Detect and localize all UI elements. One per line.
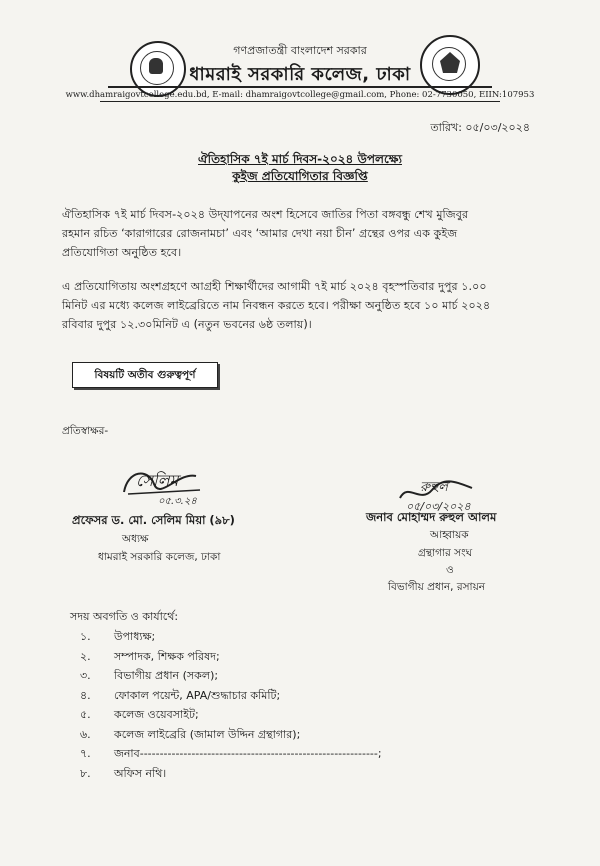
list-item — [80, 765, 480, 785]
paragraph-2-line: এ প্রতিযোগিতায় অংশগ্রহণে আগ্রহী শিক্ষার্থীদের আগামী ৭ই মার্চ ২০২৪ বৃহস্পতিবার দুপুর ১.০০ — [62, 280, 487, 293]
list-item-text: জনাব------------------------------------------------------------; — [114, 747, 382, 760]
list-item — [80, 648, 480, 668]
list-item-number: ৩. — [80, 669, 91, 682]
left-signature-text: সেলিম — [136, 471, 179, 490]
list-item — [80, 667, 480, 687]
right-signatory-dept: বিভাগীয় প্রধান, রসায়ন — [388, 581, 486, 593]
list-item-number: ৮. — [80, 766, 91, 780]
paragraph-2 — [62, 277, 544, 334]
paragraph-2-line: মিনিট এর মধ্যে কলেজ লাইব্রেরিতে নাম নিবন্ধন করতে হবে। পরীক্ষা অনুষ্ঠিত হবে ১০ মার্চ ২০২৪ — [62, 299, 491, 312]
list-item-number: ২. — [80, 649, 91, 663]
left-signatory-name: প্রফেসর ড. মো. সেলিম মিয়া (৯৮) — [72, 513, 235, 527]
list-item-text: উপাধ্যক্ষ; — [114, 630, 156, 643]
list-item — [80, 706, 480, 726]
list-item — [80, 687, 480, 707]
right-signatory-name: জনাব মোহাম্মদ রুহুল আলম — [366, 510, 497, 524]
left-signature-date: ০৫.৩.২৪ — [158, 496, 197, 507]
paragraph-1-line: ঐতিহাসিক ৭ই মার্চ দিবস-২০২৪ উদ্‌যাপনের অংশ হিসেবে জাতির পিতা বঙ্গবন্ধু শেখ মুজিবুর — [62, 208, 469, 221]
important-notice-box: বিষয়টি অতীব গুরুত্বপূর্ণ — [72, 362, 218, 388]
notice-date: তারিখ: ০৫/০৩/২০২৪ — [430, 121, 530, 134]
list-item-number: ১. — [80, 630, 91, 643]
header-divider — [108, 86, 492, 88]
header-divider-bottom — [100, 101, 500, 102]
right-signatory-title: আহ্বায়ক — [430, 529, 469, 541]
list-item-text: সম্পাদক, শিক্ষক পরিষদ; — [114, 649, 220, 663]
paragraph-1 — [62, 205, 544, 262]
notice-title-line1: ঐতিহাসিক ৭ই মার্চ দিবস-২০২৪ উপলক্ষ্যে — [198, 152, 402, 166]
distribution-list — [80, 628, 480, 784]
list-item-text: অফিস নথি। — [114, 766, 167, 780]
right-signature-text: রুহুল — [420, 480, 448, 495]
college-name: ধামরাই সরকারি কলেজ, ঢাকা — [189, 64, 411, 85]
government-heading: গণপ্রজাতন্ত্রী বাংলাদেশ সরকার — [233, 44, 367, 57]
list-item-number: ৬. — [80, 727, 91, 741]
left-signatory-org: ধামরাই সরকারি কলেজ, ঢাকা — [98, 551, 221, 563]
right-signatory-conjunction: ও — [446, 564, 454, 576]
list-item-text: কলেজ ওয়েবসাইট; — [114, 708, 199, 721]
list-item — [80, 745, 480, 765]
list-item-number: ৫. — [80, 708, 91, 721]
right-signature-date: ০৫/০৩/২০২৪ — [406, 500, 471, 513]
countersign-label: প্রতিস্বাক্ষর- — [62, 425, 109, 437]
list-item-text: ফোকাল পয়েন্ট, APA/শুদ্ধাচার কমিটি; — [114, 688, 281, 702]
list-item-number: ৪. — [80, 688, 91, 702]
list-item-text: বিভাগীয় প্রধান (সকল); — [114, 669, 219, 682]
list-item-number: ৭. — [80, 747, 91, 760]
list-item — [80, 628, 480, 648]
paragraph-2-line: রবিবার দুপুর ১২.৩০মিনিট এ (নতুন ভবনের ৬ষ্ঠ তলায়)। — [62, 318, 312, 331]
list-item — [80, 726, 480, 746]
paragraph-1-line: প্রতিযোগিতা অনুষ্ঠিত হবে। — [62, 246, 182, 259]
notice-title-line2: কুইজ প্রতিযোগিতার বিজ্ঞপ্তি — [232, 169, 368, 183]
left-signatory-title: অধ্যক্ষ — [122, 533, 149, 545]
left-signature-handwriting — [118, 462, 208, 510]
right-signatory-org: গ্রন্থাগার সংঘ — [418, 547, 473, 559]
list-item-text: কলেজ লাইব্রেরি (জামাল উদ্দিন গ্রন্থাগার); — [114, 727, 301, 741]
distribution-heading: সদয় অবগতি ও কার্যার্থে: — [70, 610, 179, 623]
paragraph-1-line: রহমান রচিত ‘কারাগারের রোজনামচা’ এবং ‘আমার দেখা নয়া চীন’ গ্রন্থের ওপর এক কুইজ — [62, 227, 458, 240]
contact-line: www.dhamraigovtcollege.edu.bd, E-mail: dhamraigovtcollege@gmail.com, Phone: 02-7730050, EIIN:107953 — [65, 90, 535, 100]
